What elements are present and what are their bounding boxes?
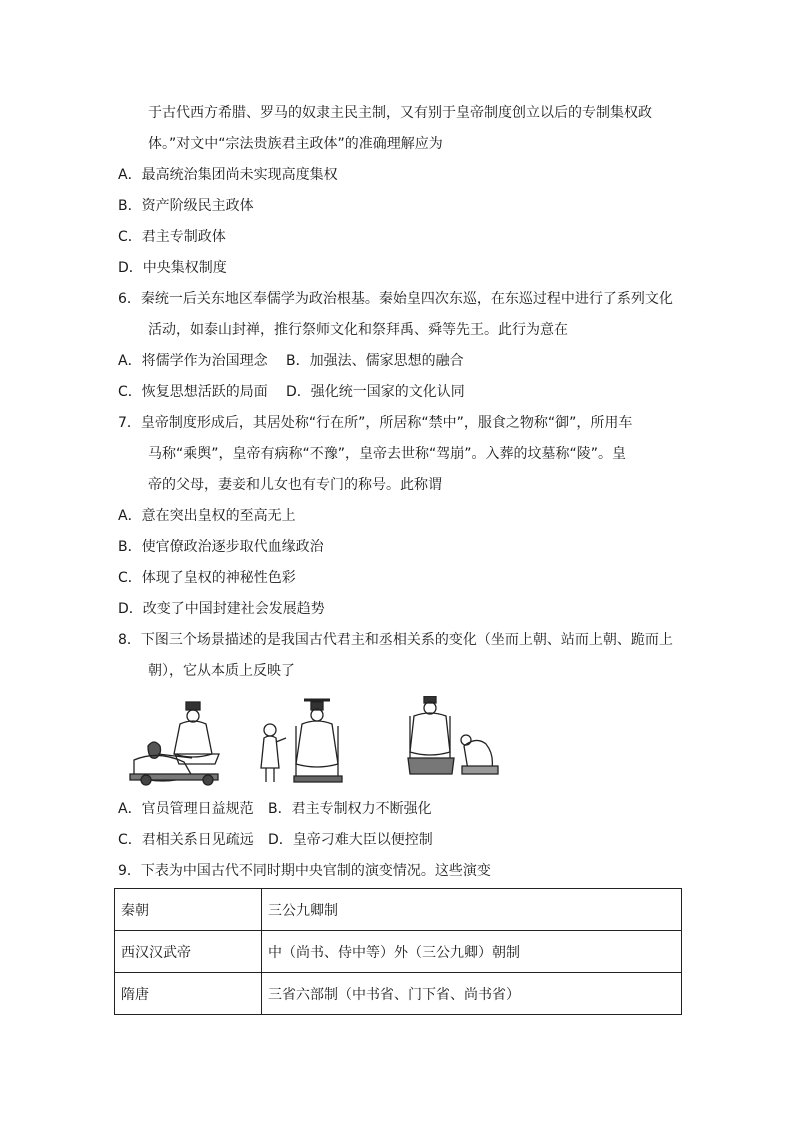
table-cell-system: 中（尚书、侍中等）外（三公九卿）朝制 — [262, 931, 682, 973]
q7-stem-line-2: 马称“乘舆”，皇帝有病称“不豫”，皇帝去世称“驾崩”。入葬的坟墓称“陵”。皇 — [148, 446, 627, 462]
table-row — [115, 931, 682, 973]
q6-options-row-2 — [118, 382, 518, 402]
official-system-table — [114, 888, 682, 1015]
q7-stem-line-3: 帝的父母，妻妾和儿女也有专门的称号。此称谓 — [148, 477, 442, 493]
q6-option-b: B．加强法、儒家思想的融合 — [286, 353, 464, 369]
intro-line-2: 体。”对文中“宗法贵族君主政体”的准确理解应为 — [148, 136, 443, 152]
intro-line-1: 于古代西方希腊、罗马的奴隶主民主制，又有别于皇帝制度创立以后的专制集权政 — [148, 105, 652, 121]
table-cell-period: 西汉汉武帝 — [115, 931, 262, 973]
table-cell-system: 三公九卿制 — [262, 889, 682, 931]
table-row — [115, 889, 682, 931]
q6-option-c: C．恢复思想活跃的局面 — [118, 384, 268, 400]
q8-stem-line-1: 8．下图三个场景描述的是我国古代君主和丞相关系的变化（坐而上朝、站而上朝、跪而上 — [118, 632, 673, 648]
q8-illustrations — [128, 696, 508, 792]
q8-stem-line-2: 朝），它从本质上反映了 — [148, 663, 295, 679]
q7-option-a: A．意在突出皇权的至高无上 — [118, 508, 296, 524]
q7-stem-line-1: 7．皇帝制度形成后，其居处称“行在所”，所居称“禁中”，服食之物称“御”，所用车 — [118, 415, 633, 431]
q7-option-d: D．改变了中国封建社会发展趋势 — [118, 601, 325, 617]
q5-option-d: D．中央集权制度 — [118, 260, 227, 276]
q8-options-row-1 — [118, 799, 518, 819]
q7-option-c: C．体现了皇权的神秘性色彩 — [118, 570, 296, 586]
scene-sitting-illustration — [128, 696, 228, 788]
q8-option-d: D．皇帝刁难大臣以便控制 — [268, 832, 433, 848]
q8-option-a: A．官员管理日益规范 — [118, 801, 254, 817]
q8-option-b: B．君主专制权力不断强化 — [268, 801, 432, 817]
q8-option-c: C．君相关系日见疏远 — [118, 832, 254, 848]
table-row — [115, 973, 682, 1015]
scene-standing-illustration — [258, 696, 370, 788]
q6-stem-line-2: 活动，如泰山封禅，推行祭师文化和祭拜禹、舜等先王。此行为意在 — [148, 322, 568, 338]
q9-stem: 9．下表为中国古代不同时期中央官制的演变情况。这些演变 — [118, 863, 491, 879]
q6-option-d: D．强化统一国家的文化认同 — [286, 384, 465, 400]
q8-options-row-2 — [118, 830, 518, 850]
q6-stem-line-1: 6．秦统一后关东地区奉儒学为政治根基。秦始皇四次东巡，在东巡过程中进行了系列文化 — [118, 291, 673, 307]
q5-option-a: A．最高统治集团尚未实现高度集权 — [118, 167, 338, 183]
q7-option-b: B．使官僚政治逐步取代血缘政治 — [118, 539, 324, 555]
q6-options-row-1 — [118, 351, 518, 371]
table-cell-period: 隋唐 — [115, 973, 262, 1015]
q6-option-a: A．将儒学作为治国理念 — [118, 353, 268, 369]
q5-option-b: B．资产阶级民主政体 — [118, 198, 254, 214]
scene-kneeling-illustration — [404, 696, 504, 788]
table-cell-period: 秦朝 — [115, 889, 262, 931]
q5-option-c: C．君主专制政体 — [118, 229, 226, 245]
table-cell-system: 三省六部制（中书省、门下省、尚书省） — [262, 973, 682, 1015]
